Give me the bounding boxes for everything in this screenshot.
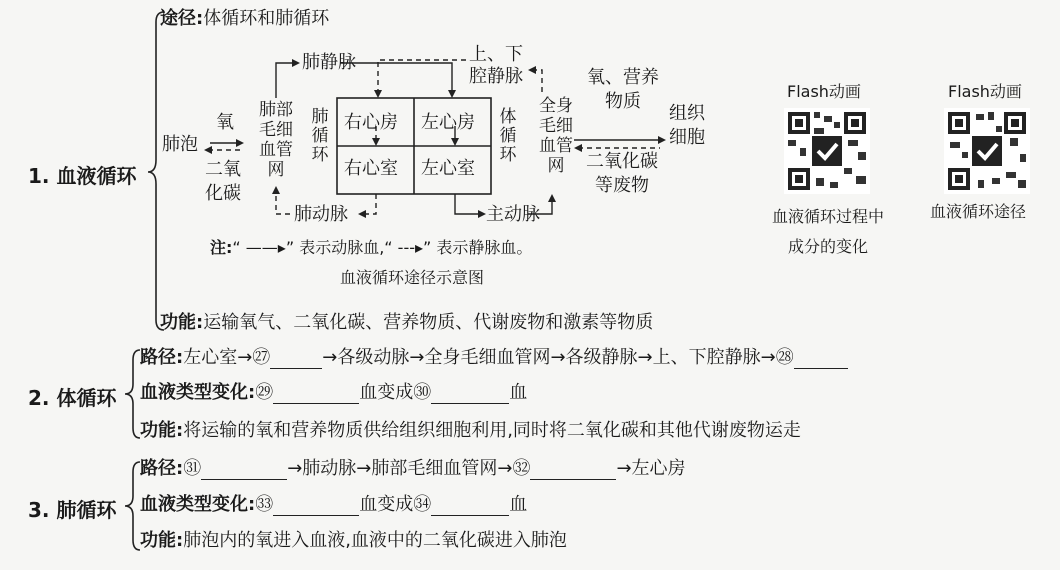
diagram-pulmonary-artery: 肺动脉 — [294, 204, 348, 225]
diagram-pulmonary-vein: 肺静脉 — [302, 52, 356, 73]
answer-blank-31[interactable] — [201, 461, 287, 480]
brace-section-1 — [148, 12, 164, 330]
diagram-co2: 二氧化碳 — [205, 159, 241, 204]
answer-blank-30[interactable] — [431, 385, 509, 404]
diagram-alveolus: 肺泡 — [162, 134, 198, 155]
diagram-vena-cava: 上、下腔静脉 — [469, 44, 523, 87]
diagram-pulmonary-circulation: 肺循环 — [311, 107, 329, 165]
answer-blank-32[interactable] — [530, 461, 616, 480]
media-1-caption: 血液循环过程中成分的变化 — [771, 207, 884, 256]
section-2-title: 体循环 — [56, 386, 117, 410]
section-2-route: 路径:左心室→㉗ →各级动脉→全身毛细血管网→各级静脉→上、下腔静脉→㉘ — [140, 347, 848, 369]
note-text: “ ——▸” 表示动脉血,“ ---▸” 表示静脉血。 — [232, 238, 533, 257]
section-1-heading — [28, 160, 136, 189]
heart-right-atrium: 右心房 — [344, 112, 398, 133]
section-3-route: 路径:㉛ →肺动脉→肺部毛细血管网→㉜ →左心房 — [140, 458, 686, 479]
section-2-change: 血液类型变化:㉙ 血变成㉚ 血 — [140, 382, 528, 403]
diagram-systemic-circulation: 体循环 — [499, 107, 517, 165]
diagram-body-capillary: 全身毛细血管网 — [539, 96, 573, 176]
section-3-function: 功能:肺泡内的氧进入血液,血液中的二氧化碳进入肺泡 — [140, 530, 567, 551]
section-1-function: 功能:运输氧气、二氧化碳、营养物质、代谢废物和激素等物质 — [160, 312, 654, 333]
section-2-heading — [28, 382, 116, 411]
section-3-heading — [28, 494, 116, 523]
media-2-type: Flash动画 — [948, 82, 1022, 101]
diagram-co2-waste: 二氧化碳等废物 — [586, 151, 658, 196]
section-1-title: 血液循环 — [56, 164, 137, 188]
section-1-number: 1. — [28, 164, 50, 188]
note-label: 注 — [210, 238, 227, 257]
qr-code-icon[interactable] — [944, 108, 1030, 194]
route-label: 途径 — [160, 8, 196, 29]
diagram-tissue-cells: 组织细胞 — [669, 103, 705, 148]
answer-blank-29[interactable] — [273, 385, 359, 404]
section-2-number: 2. — [28, 386, 50, 410]
heart-left-ventricle: 左心室 — [421, 158, 475, 179]
answer-blank-28[interactable] — [794, 350, 848, 369]
section-3-change: 血液类型变化:㉝ 血变成㉞ 血 — [140, 494, 528, 515]
answer-blank-27[interactable] — [270, 350, 322, 369]
qr-code-icon[interactable] — [784, 108, 870, 194]
diagram-aorta: 主动脉 — [486, 204, 540, 225]
diagram-note: 注:“ ——▸” 表示动脉血,“ ---▸” 表示静脉血。 — [210, 238, 533, 257]
answer-blank-34[interactable] — [431, 497, 509, 516]
brace-section-2 — [125, 350, 140, 438]
answer-blank-33[interactable] — [273, 497, 359, 516]
heart-left-atrium: 左心房 — [421, 112, 475, 133]
diagram-lung-capillary: 肺部毛细血管网 — [259, 100, 293, 180]
section-3-title: 肺循环 — [56, 498, 117, 522]
media-2-caption: 血液循环途径 — [930, 202, 1027, 221]
diagram-oxygen-nutrients: 氧、营养物质 — [587, 67, 659, 112]
route-text: 体循环和肺循环 — [203, 8, 330, 29]
brace-section-3 — [125, 462, 140, 550]
section-2-function: 功能:将运输的氧和营养物质供给组织细胞利用,同时将二氧化碳和其他代谢废物运走 — [140, 420, 801, 441]
diagram-oxygen: 氧 — [216, 112, 234, 133]
function-text: 运输氧气、二氧化碳、营养物质、代谢废物和激素等物质 — [203, 312, 654, 333]
heart-right-ventricle: 右心室 — [344, 158, 398, 179]
function-label: 功能 — [160, 312, 196, 333]
section-3-number: 3. — [28, 498, 50, 522]
section-1-route: 途径:体循环和肺循环 — [160, 8, 330, 29]
media-1-type: Flash动画 — [787, 82, 861, 101]
diagram-caption: 血液循环途径示意图 — [340, 268, 485, 287]
